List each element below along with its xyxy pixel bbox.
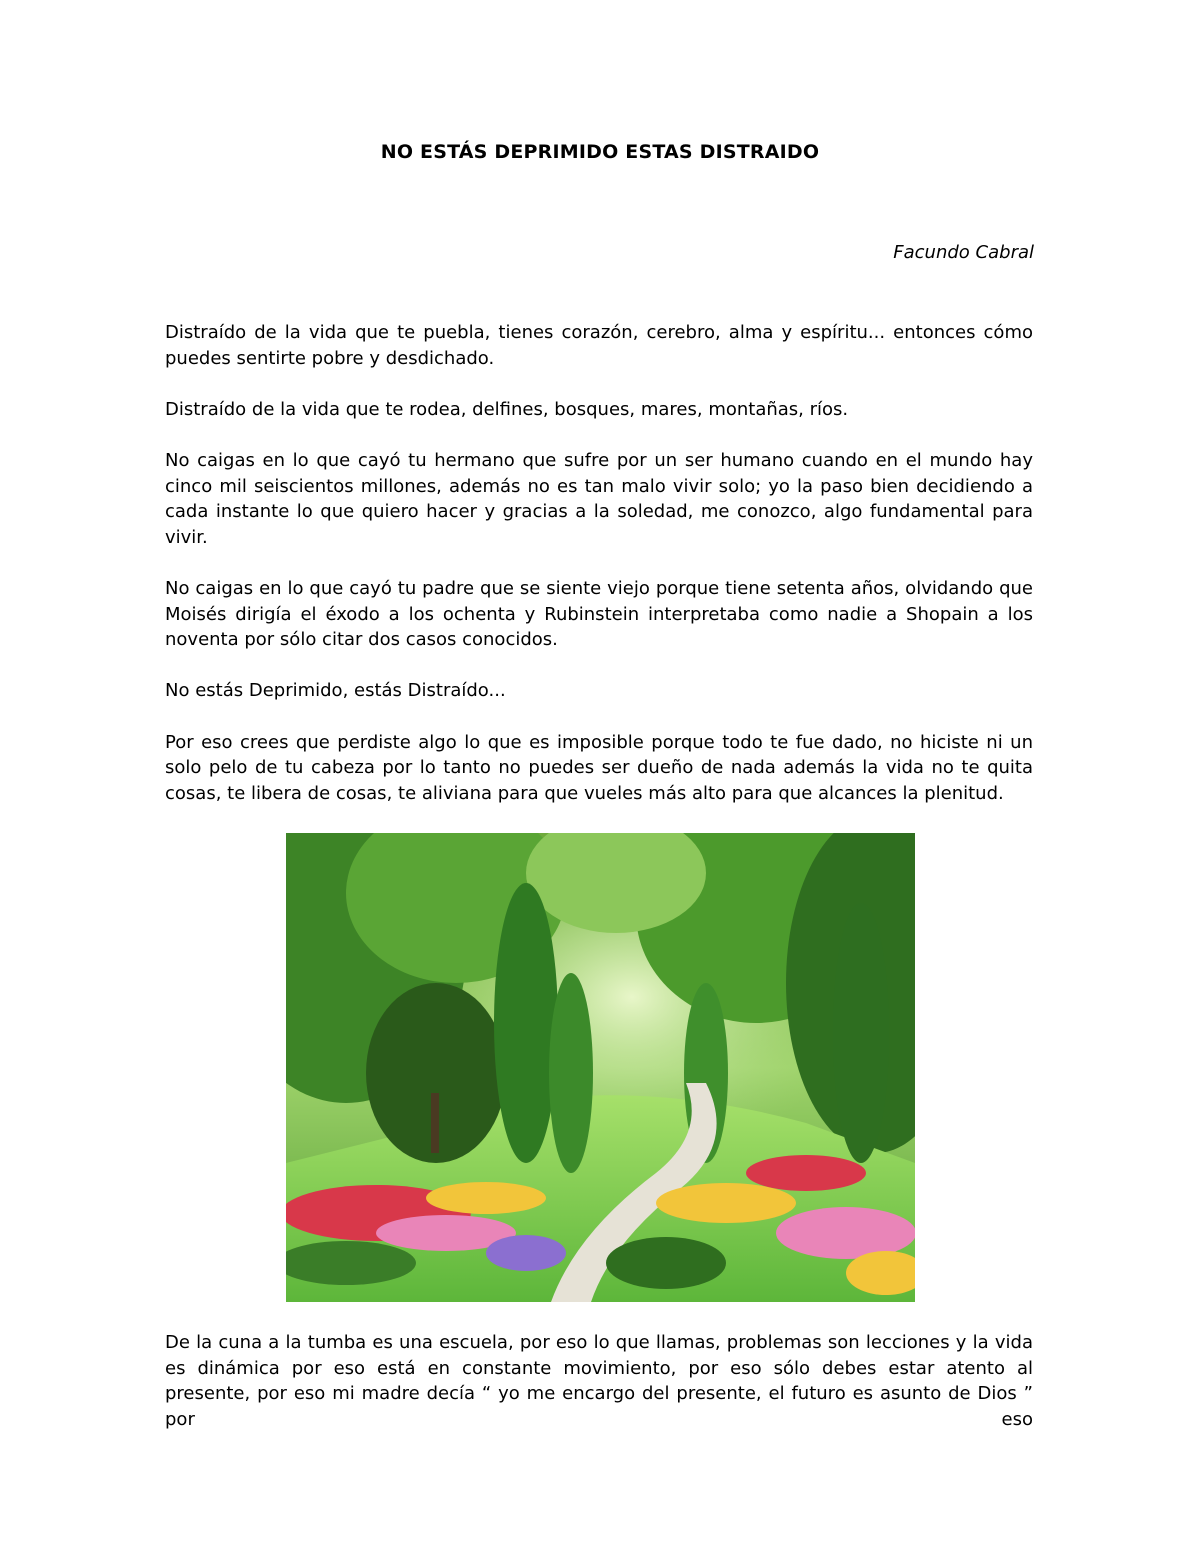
document-title: NO ESTÁS DEPRIMIDO ESTAS DISTRAIDO <box>380 141 820 163</box>
paragraph: No caigas en lo que cayó tu padre que se siente viejo porque tiene setenta años, olvidando que Moisés dirigía el éxodo a los ochenta y Rubinstein interpretaba como nadie a Shopain a los noventa por sólo citar dos casos conocidos. <box>165 577 1033 651</box>
paragraph: No estás Deprimido, estás Distraído... <box>165 680 506 702</box>
paragraph: No caigas en lo que cayó tu hermano que sufre por un ser humano cuando en el mundo hay cinco mil seiscientos millones, además no es tan malo vivir solo; yo la paso bien decidiendo a cada instante lo que quiero hacer y gracias a la soledad, me conozco, algo fundamental para vivir. <box>165 449 1033 548</box>
garden-image <box>286 833 915 1302</box>
body-text-bottom <box>165 1330 1033 1432</box>
paragraph: Por eso crees que perdiste algo lo que es imposible porque todo te fue dado, no hiciste ni un solo pelo de tu cabeza por lo tanto no puedes ser dueño de nada además la vida no te quita cosas, te libera de cosas, te aliviana para que vueles más alto para que alcances la plenitud. <box>165 731 1033 804</box>
paragraph: De la cuna a la tumba es una escuela, por eso lo que llamas, problemas son lecciones y la vida es dinámica por eso está en constante movimiento, por eso sólo debes estar atento al presente, por eso mi madre decía “ yo me encargo del presente, el futuro es asunto de Dios ” por eso <box>165 1332 1033 1430</box>
paragraph: Distraído de la vida que te rodea, delfines, bosques, mares, montañas, ríos. <box>165 398 849 420</box>
paragraph: Distraído de la vida que te puebla, tienes corazón, cerebro, alma y espíritu... entonces cómo puedes sentirte pobre y desdichado. <box>165 322 1033 369</box>
author-name: Facundo Cabral <box>893 242 1034 263</box>
body-text-top <box>165 320 1033 806</box>
